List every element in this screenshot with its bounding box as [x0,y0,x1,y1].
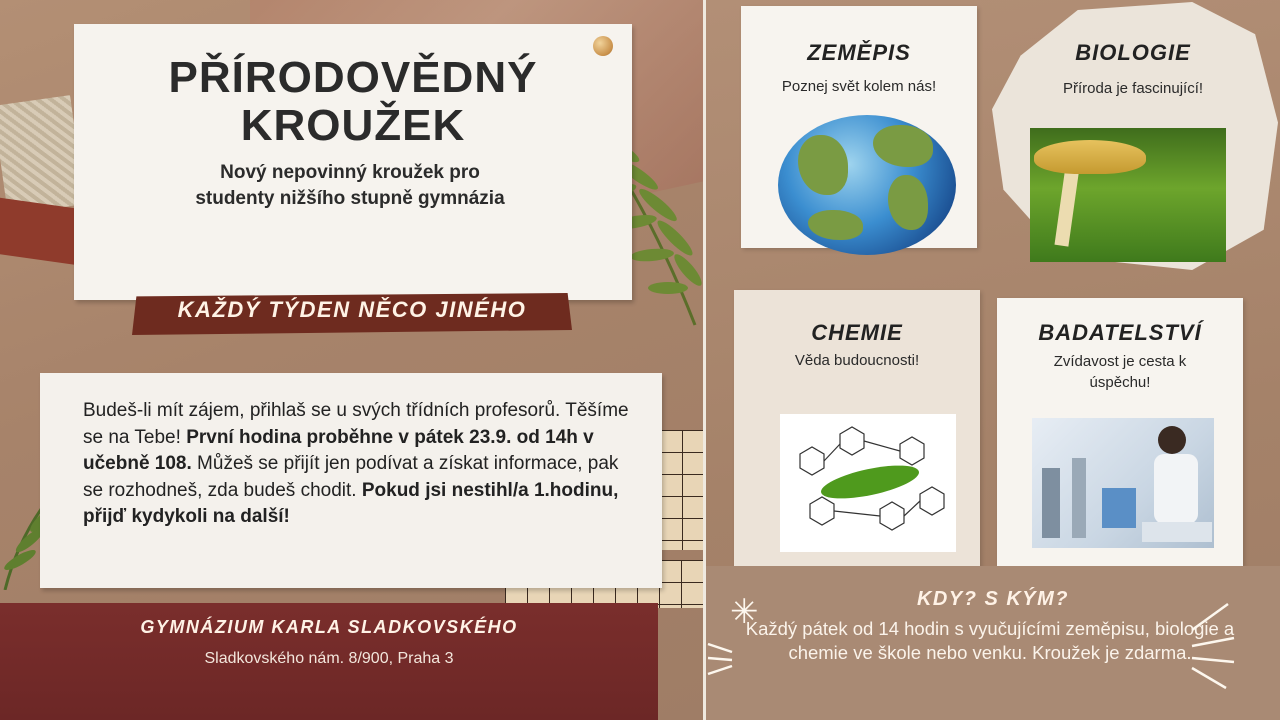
subject-tagline-biologie: Příroda je fascinující! [1062,80,1204,97]
subject-tagline-chemie: Věda budoucnosti! [794,352,920,369]
subtitle-line-2: studenty nižšího stupně gymnázia [195,188,505,209]
info-text-bold-2: Pokud jsi nestihl/a 1.hodinu, přijď kydykoli na další! [83,479,619,527]
school-name: GYMNÁZIUM KARLA SLADKOVSKÉHO [140,617,518,637]
subject-title-biologie: BIOLOGIE [1075,40,1191,65]
info-text-part-2: Můžeš se přijít jen podívat a získat informace, pak se rozhodneš, zda budeš chodit. [83,453,619,501]
postage-stamp-decoration [0,95,85,215]
title-line-2: KROUŽEK [240,101,466,150]
lab-icon [1032,418,1214,548]
burst-lines-icon [1188,600,1238,692]
banner-text: KAŽDÝ TÝDEN NĚCO JINÉHO [177,297,527,322]
burst-lines-icon [706,640,736,680]
subject-title-chemie: CHEMIE [811,320,903,345]
subject-tagline-badatelstvi: Zvídavost je cesta k úspěchu! [1053,353,1187,391]
subject-title-zemepis: ZEMĚPIS [807,40,911,65]
info-text-part-1: Budeš-li mít zájem, přihlaš se u svých třídních profesorů. Těšíme se na Tebe! [83,400,629,448]
grid-paper-decoration [660,430,704,550]
chemistry-icon [780,414,956,552]
title-line-1: PŘÍRODOVĚDNÝ [168,53,538,102]
when-title: KDY? S KÝM? [916,588,1070,610]
push-pin-icon [593,36,613,56]
info-text [83,398,643,531]
subject-tagline-zemepis: Poznej svět kolem nás! [781,78,937,95]
page-title [74,54,632,150]
subtitle [100,160,600,212]
mushroom-icon [1030,128,1226,262]
when-text: Každý pátek od 14 hodin s vyučujícími zeměpisu, biologie a chemie ve škole nebo venku. Kroužek je zdarma. [745,618,1235,663]
school-address: Sladkovského nám. 8/900, Praha 3 [204,650,454,667]
sparkle-icon: ✳ [730,593,759,631]
subject-title-badatelstvi: BADATELSTVÍ [1038,320,1202,345]
subtitle-line-1: Nový nepovinný kroužek pro [220,162,480,183]
globe-icon [778,115,956,255]
info-text-bold-1: První hodina proběhne v pátek 23.9. od 14h v učebně 108. [83,426,594,474]
